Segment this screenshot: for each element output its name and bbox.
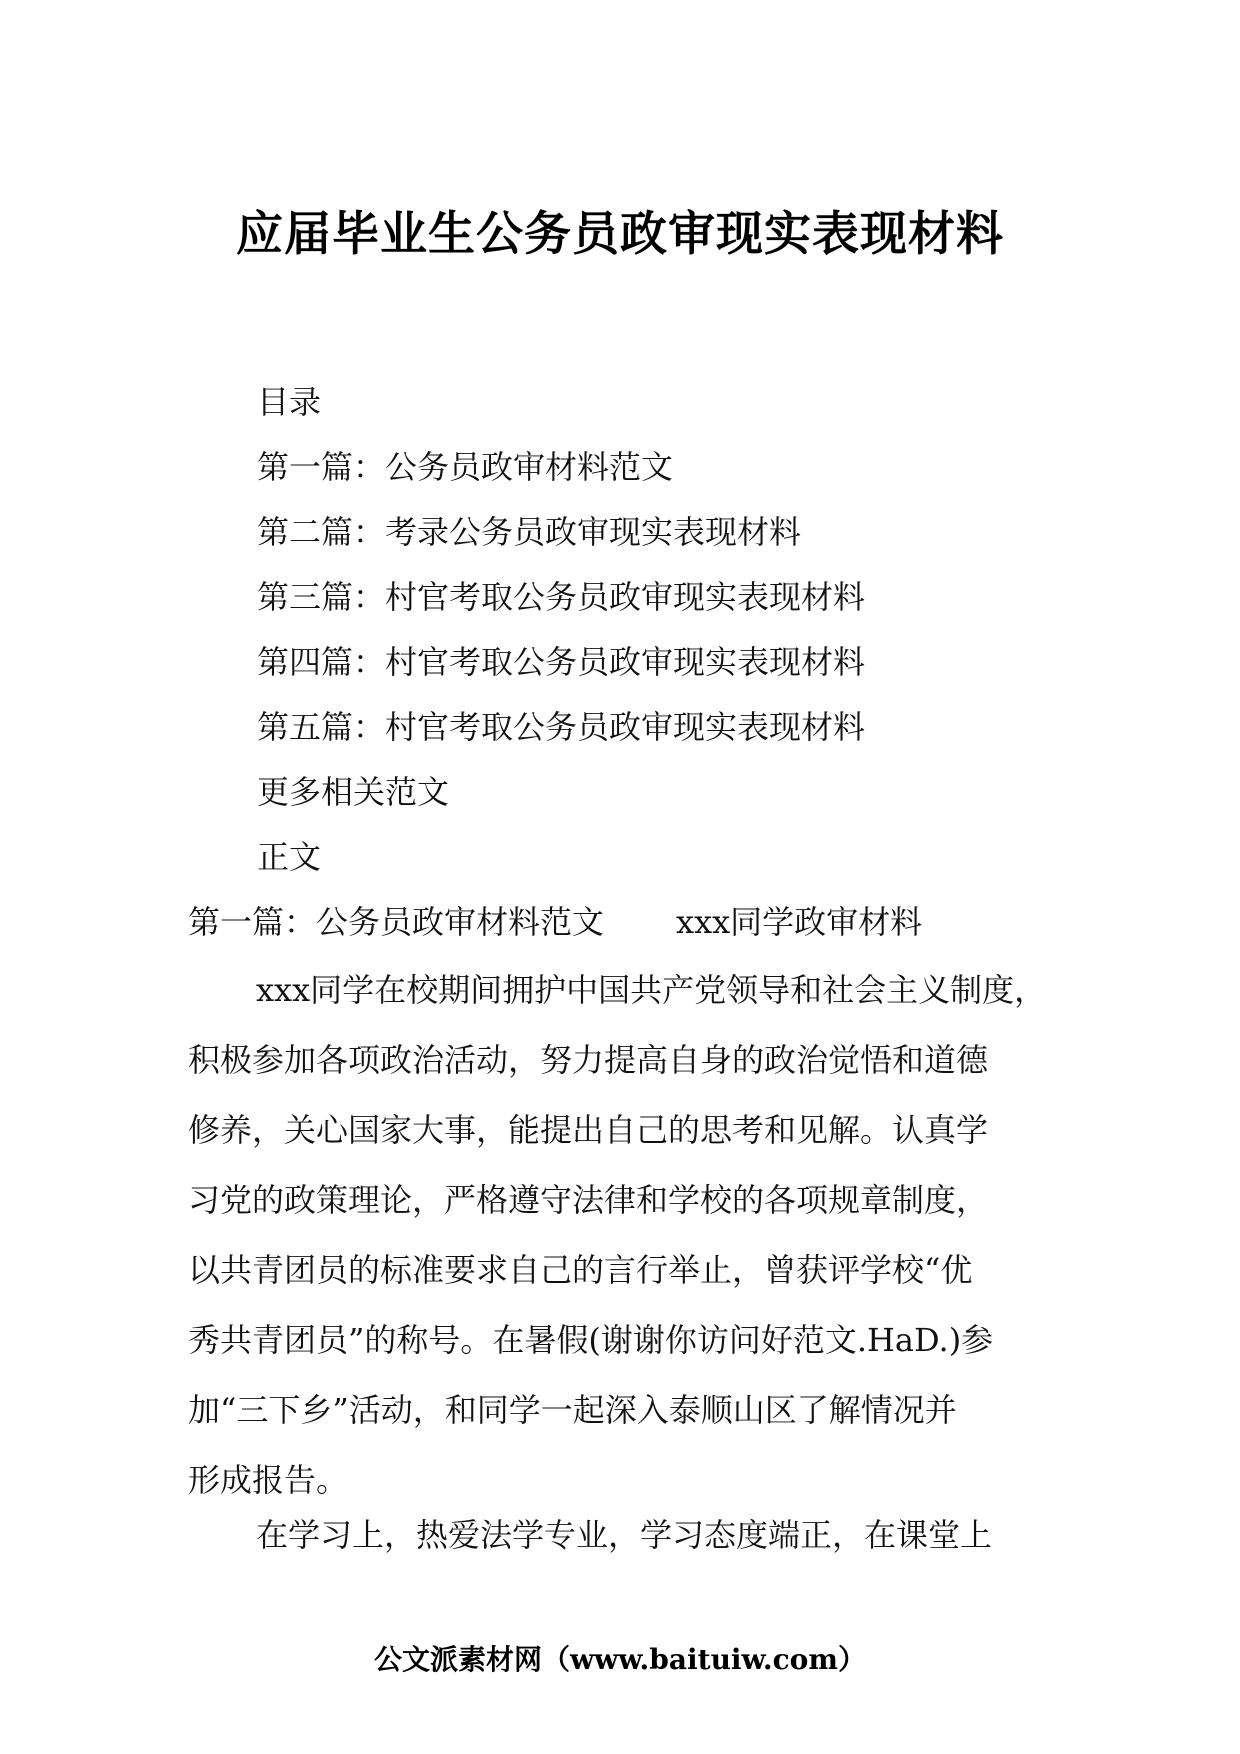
- toc-item-5: 第五篇：村官考取公务员政审现实表现材料: [257, 708, 866, 746]
- toc-item-1: 第一篇：公务员政审材料范文: [257, 448, 674, 486]
- paragraph-line: 加“三下乡”活动，和同学一起深入泰顺山区了解情况并: [188, 1391, 957, 1429]
- page-footer: 公文派素材网（www.baituiw.com）: [374, 1643, 866, 1676]
- paragraph-line: 在学习上，热爱法学专业，学习态度端正，在课堂上: [256, 1516, 993, 1554]
- paragraph-line: 以共青团员的标准要求自己的言行举止，曾获评学校“优: [188, 1251, 973, 1289]
- paragraph-line: 习党的政策理论，严格遵守法律和学校的各项规章制度，: [188, 1181, 989, 1219]
- chapter-title: 第一篇：公务员政审材料范文: [188, 903, 605, 941]
- chapter-subtitle: xxx同学政审材料: [676, 903, 923, 941]
- body-paragraph-2: [188, 1500, 1058, 1570]
- table-of-contents: [257, 370, 1157, 890]
- toc-heading: 目录: [257, 383, 322, 421]
- toc-more-related: 更多相关范文: [257, 773, 450, 811]
- toc-item-4: 第四篇：村官考取公务员政审现实表现材料: [257, 643, 866, 681]
- paragraph-line: 修养，关心国家大事，能提出自己的思考和见解。认真学: [188, 1111, 989, 1149]
- toc-body-label: 正文: [257, 838, 322, 876]
- paragraph-line: xxx同学在校期间拥护中国共产党领导和社会主义制度，: [256, 971, 1047, 1009]
- body-paragraph-1: [188, 955, 1058, 1515]
- toc-item-2: 第二篇：考录公务员政审现实表现材料: [257, 513, 802, 551]
- toc-item-3: 第三篇：村官考取公务员政审现实表现材料: [257, 578, 866, 616]
- paragraph-line: 积极参加各项政治活动，努力提高自身的政治觉悟和道德: [188, 1041, 989, 1079]
- paragraph-line: 形成报告。: [188, 1461, 349, 1499]
- paragraph-line: 秀共青团员”的称号。在暑假(谢谢你访问好范文.HaD.)参: [188, 1321, 994, 1359]
- document-title: 应届毕业生公务员政审现实表现材料: [236, 207, 1004, 262]
- chapter-heading: [188, 890, 1188, 955]
